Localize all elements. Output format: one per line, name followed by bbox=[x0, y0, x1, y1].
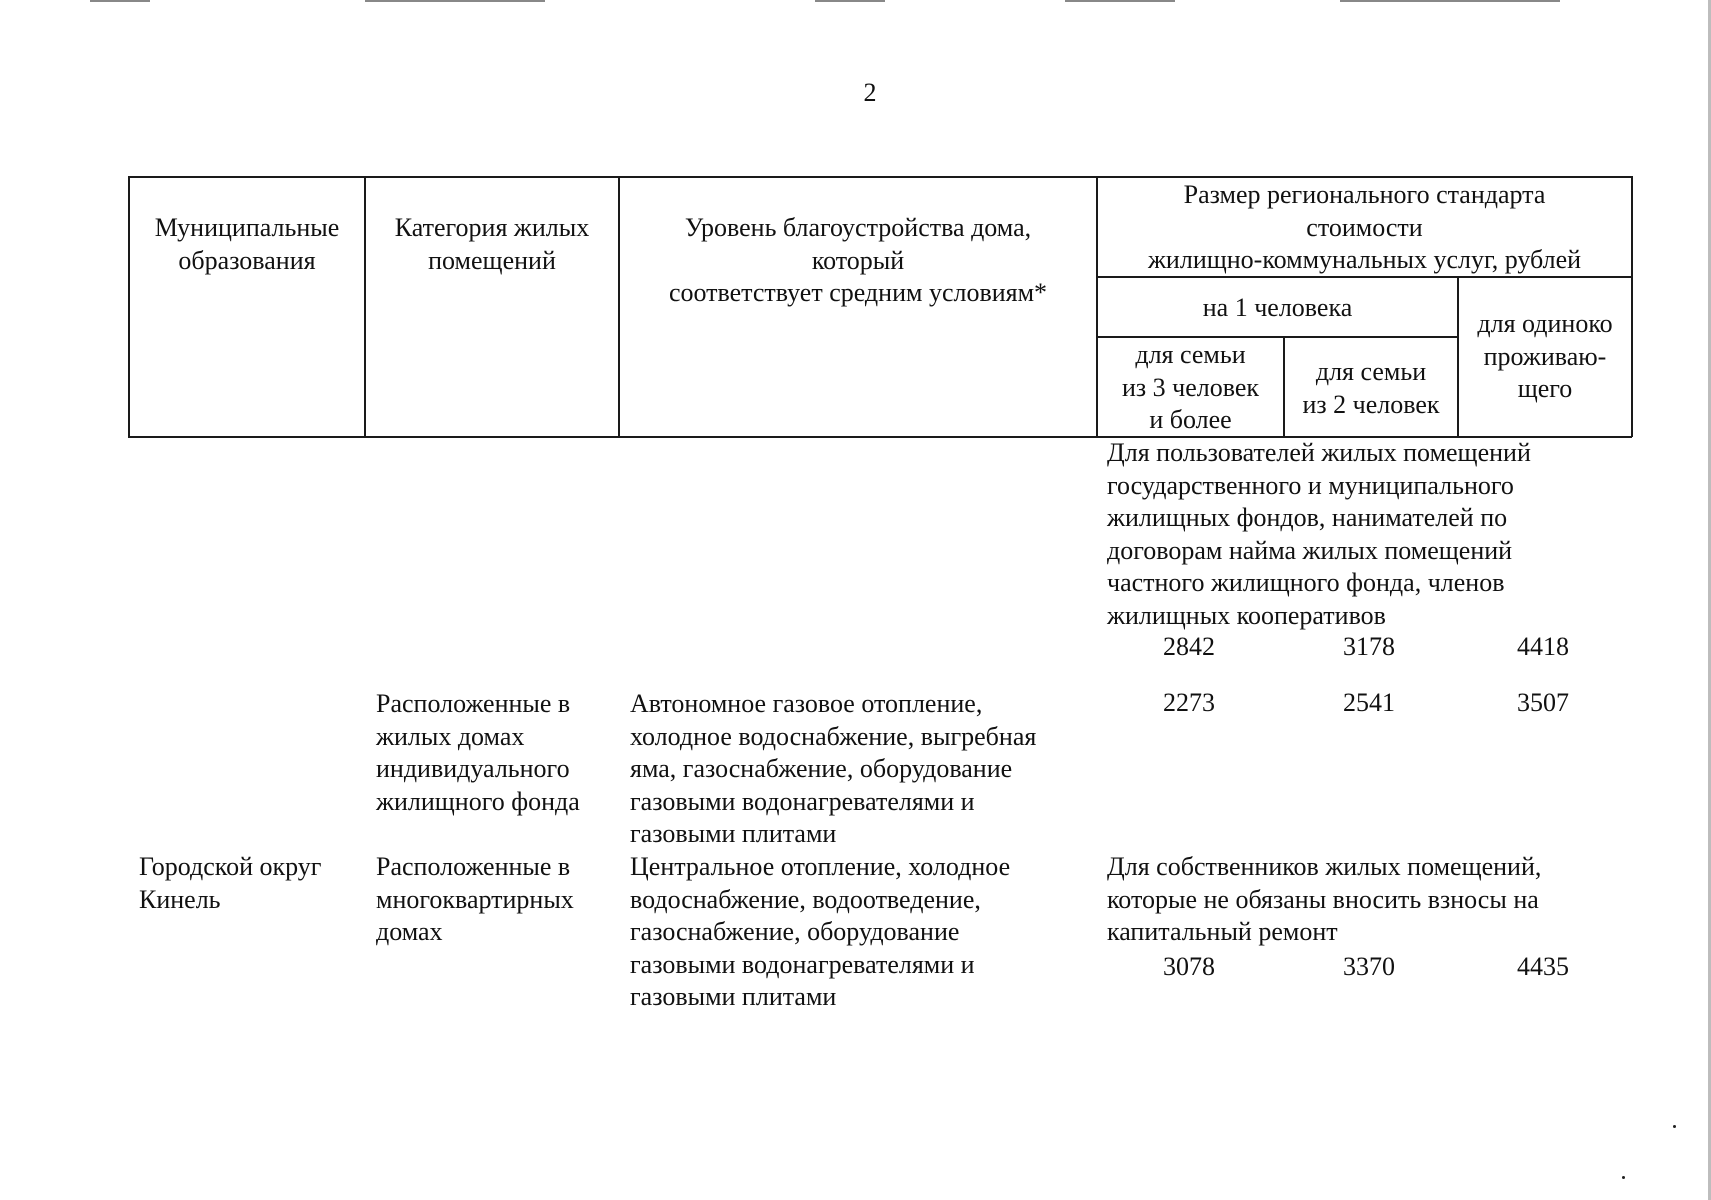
row-category-individual: Расположенные в жилых домах индивидуального жилищного фонда bbox=[376, 689, 580, 816]
header-level: Уровень благоустройства дома, который соответствует средним условиям* bbox=[668, 213, 1048, 307]
scan-mark bbox=[90, 0, 150, 2]
scan-mark bbox=[365, 0, 545, 2]
scan-mark bbox=[1340, 0, 1560, 2]
scan-speck bbox=[1622, 1176, 1625, 1179]
section-note-users: Для пользователей жилых помещений государственного и муниципального жилищных фондов, нанимателей по договорам найма жилых помещений частного жилищного фонда, членов жилищных кооперативов bbox=[1107, 438, 1531, 630]
row-level-individual: Автономное газовое отопление, холодное водоснабжение, выгребная яма, газоснабжение, оборудование газовыми водонагревателями и газовыми плитами bbox=[630, 689, 1037, 848]
scan-mark bbox=[815, 0, 885, 2]
header-single: для одиноко проживаю- щего bbox=[1477, 309, 1613, 403]
table-rule-per-person bbox=[1096, 336, 1458, 338]
page-number: 2 bbox=[863, 78, 877, 107]
scan-mark bbox=[1065, 0, 1175, 2]
value-single: 3507 bbox=[1517, 688, 1569, 717]
row-level-kinel: Центральное отопление, холодное водоснабжение, водоотведение, газоснабжение, оборудование газовыми водонагревателями и газовыми плитами bbox=[630, 852, 1011, 1011]
header-per-person: на 1 человека bbox=[1202, 293, 1353, 322]
value-family3: 3078 bbox=[1163, 952, 1215, 981]
section-note-owners: Для собственников жилых помещений, которые не обязаны вносить взносы на капитальный ремонт bbox=[1107, 852, 1542, 946]
value-single: 4418 bbox=[1517, 632, 1569, 661]
value-family2: 2541 bbox=[1343, 688, 1395, 717]
header-category: Категория жилых помещений bbox=[394, 213, 590, 275]
value-family3: 2273 bbox=[1163, 688, 1215, 717]
header-family2: для семьи из 2 человек bbox=[1302, 357, 1440, 419]
header-family3: для семьи из 3 человек и более bbox=[1121, 340, 1260, 434]
table-border-top bbox=[128, 176, 1632, 178]
value-family3: 2842 bbox=[1163, 632, 1215, 661]
value-single: 4435 bbox=[1517, 952, 1569, 981]
header-municipality: Муниципальные образования bbox=[154, 213, 340, 275]
scan-speck bbox=[1673, 1125, 1676, 1128]
row-municipality-kinel: Городской округ Кинель bbox=[139, 852, 322, 914]
row-category-kinel: Расположенные в многоквартирных домах bbox=[376, 852, 574, 946]
value-family2: 3370 bbox=[1343, 952, 1395, 981]
table-border-right bbox=[1631, 176, 1633, 437]
value-family2: 3178 bbox=[1343, 632, 1395, 661]
header-group-title: Размер регионального стандарта стоимости жилищно-коммунальных услуг, рублей bbox=[1147, 180, 1582, 274]
